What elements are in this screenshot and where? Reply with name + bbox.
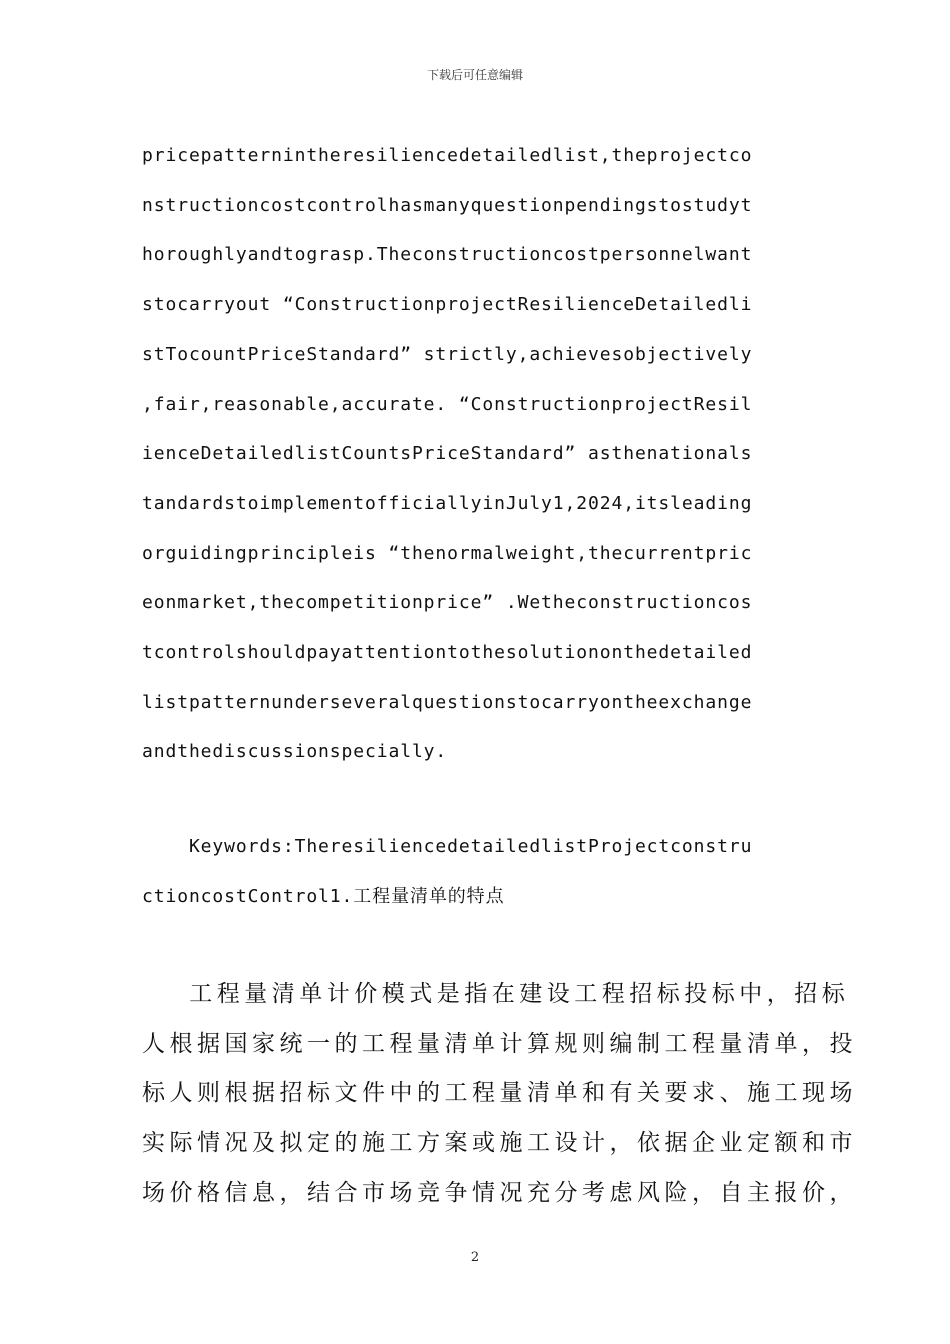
chinese-line: 实际情况及拟定的施工方案或施工设计，依据企业定额和市 (142, 1130, 857, 1157)
abstract-line: orguidingprincipleis “thenormalweight,thecurrentpric (142, 542, 753, 564)
abstract-line: tandardstoimplementofficiallyinJuly1,2024,itsleading (142, 492, 753, 514)
abstract-line: stTocountPriceStandard” strictly,achievesobjectively (142, 343, 753, 365)
page-number: 2 (470, 1250, 480, 1265)
abstract-line: tcontrolshouldpayattentiontothesolutiononthedetailed (142, 642, 753, 664)
chinese-line: 工程量清单计价模式是指在建设工程招标投标中，招标 (142, 981, 850, 1007)
chinese-line: 人根据国家统一的工程量清单计算规则编制工程量清单，投 (142, 1030, 857, 1057)
abstract-line: eonmarket,thecompetitionprice” .Wetheconstructioncos (142, 592, 753, 614)
page-header: 下载后可任意编辑 (426, 68, 523, 82)
abstract-line: pricepatternintheresiliencedetailedlist,theprojectco (142, 145, 753, 166)
chinese-paragraph (142, 970, 857, 1219)
abstract-line: andthediscussionspecially. (142, 741, 448, 763)
keywords-line: ctioncostControl1.工程量清单的特点 (142, 885, 505, 907)
abstract-line: ienceDetailedlistCountsPriceStandard” asthenationals (142, 443, 753, 465)
abstract-line: stocarryout “ConstructionprojectResilienceDetailedli (142, 294, 753, 316)
chinese-line: 标人则根据招标文件中的工程量清单和有关要求、施工现场 (142, 1080, 857, 1107)
chinese-line: 场价格信息，结合市场竞争情况充分考虑风险，自主报价， (142, 1179, 857, 1206)
abstract-line: listpatternunderseveralquestionstocarryontheexchange (142, 691, 753, 713)
abstract-line: horoughlyandtograsp.Theconstructioncostpersonnelwant (142, 244, 753, 266)
abstract-paragraph (142, 131, 808, 777)
keywords-line: Keywords:TheresiliencedetailedlistProjectconstru (142, 836, 753, 857)
abstract-line: ,fair,reasonable,accurate. “ConstructionprojectResil (142, 393, 753, 415)
abstract-line: nstructioncostcontrolhasmanyquestionpendingstostudyt (142, 194, 753, 216)
keywords-paragraph (142, 822, 808, 921)
